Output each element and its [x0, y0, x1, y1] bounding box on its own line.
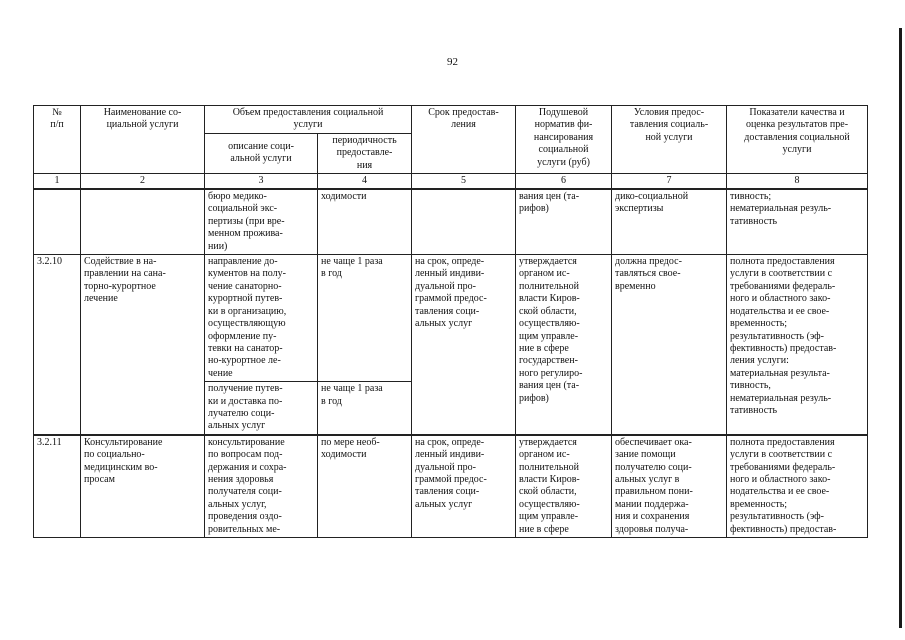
row-conditions: обеспечивает ока- зание помощи получателю соци- альных услуг в правильном пони- мании поддержа- ния и сохранения здоровья получа-: [612, 435, 727, 538]
row-periodicity: не чаще 1 раза в год: [318, 382, 412, 435]
row-quality: тивность; нематериальная резуль- тативность: [727, 189, 868, 255]
header-quality: Показатели качества и оценка результатов пре- доставления социальной услуги: [727, 106, 868, 174]
column-number: 3: [205, 174, 318, 190]
row-periodicity: ходимости: [318, 189, 412, 255]
row-quality: полнота предоставления услуги в соответствии с требованиями федераль- ного и областного зако- нодательства и ее свое- временность; результативность (эф- фективность) предостав-: [727, 435, 868, 538]
row-periodicity: не чаще 1 раза в год: [318, 255, 412, 382]
row-quality: полнота предоставления услуги в соответствии с требованиями федераль- ного и областного зако- нодательства и ее свое- временность; результативность (эф- фективность) предостав- ления услуги: материальная результа- тивность, нематериальная резуль- тативность: [727, 255, 868, 435]
header-norm: Подушевой норматив фи- нансирования социальной услуги (руб): [516, 106, 612, 174]
row-norm: утверждается органом ис- полнительной власти Киров- ской области, осуществляю- щим управле- ние в сфере государствен- ного регулиро- вания цен (та- рифов): [516, 255, 612, 435]
row-term: на срок, опреде- ленный индиви- дуальной про- граммой предос- тавления соци- альных услуг: [412, 435, 516, 538]
row-norm: вания цен (та- рифов): [516, 189, 612, 255]
table-row: [34, 435, 868, 538]
row-num: 3.2.10: [34, 255, 81, 435]
header-volume-periodicity: периодичность предоставле- ния: [318, 133, 412, 173]
row-description: консультирование по вопросам под- держания и сохра- нения здоровья получателя соци- альных услуг, проведения оздо- ровительных ме-: [205, 435, 318, 538]
page-edge-line: [899, 28, 902, 628]
column-number: 4: [318, 174, 412, 190]
page-number: 92: [447, 56, 458, 68]
table-row: [34, 255, 868, 382]
column-number: 2: [81, 174, 205, 190]
row-conditions: должна предос- тавляться свое- временно: [612, 255, 727, 435]
header-service-name: Наименование со- циальной услуги: [81, 106, 205, 174]
row-periodicity: по мере необ- ходимости: [318, 435, 412, 538]
header-row: [34, 106, 868, 134]
row-conditions: дико-социальной экспертизы: [612, 189, 727, 255]
row-norm: утверждается органом ис- полнительной власти Киров- ской области, осуществляю- щим управле- ние в сфере: [516, 435, 612, 538]
column-number: 7: [612, 174, 727, 190]
header-volume-description: описание соци- альной услуги: [205, 133, 318, 173]
row-service-name: [81, 189, 205, 255]
header-volume: Объем предоставления социальной услуги: [205, 106, 412, 134]
header-conditions: Условия предос- тавления социаль- ной услуги: [612, 106, 727, 174]
header-term: Срок предостав- ления: [412, 106, 516, 174]
row-description: получение путев- ки и доставка по- лучателю соци- альных услуг: [205, 382, 318, 435]
column-number: 5: [412, 174, 516, 190]
row-num: 3.2.11: [34, 435, 81, 538]
header-num: № п/п: [34, 106, 81, 174]
table-row: [34, 189, 868, 255]
column-number: 1: [34, 174, 81, 190]
row-num: [34, 189, 81, 255]
row-term: [412, 189, 516, 255]
row-service-name: Консультирование по социально- медицинским во- просам: [81, 435, 205, 538]
column-number-row: [34, 174, 868, 190]
row-description: бюро медико- социальной экс- пертизы (при вре- менном прожива- нии): [205, 189, 318, 255]
row-term: на срок, опреде- ленный индиви- дуальной про- граммой предос- тавления соци- альных услуг: [412, 255, 516, 435]
column-number: 6: [516, 174, 612, 190]
row-service-name: Содействие в на- правлении на сана- торно-курортное лечение: [81, 255, 205, 435]
column-number: 8: [727, 174, 868, 190]
row-description: направление до- кументов на полу- чение санаторно- курортной путев- ки в организацию, осуществляющую оформление пу- тевки на санатор- но-курортное ле- чение: [205, 255, 318, 382]
services-table: [33, 105, 868, 538]
